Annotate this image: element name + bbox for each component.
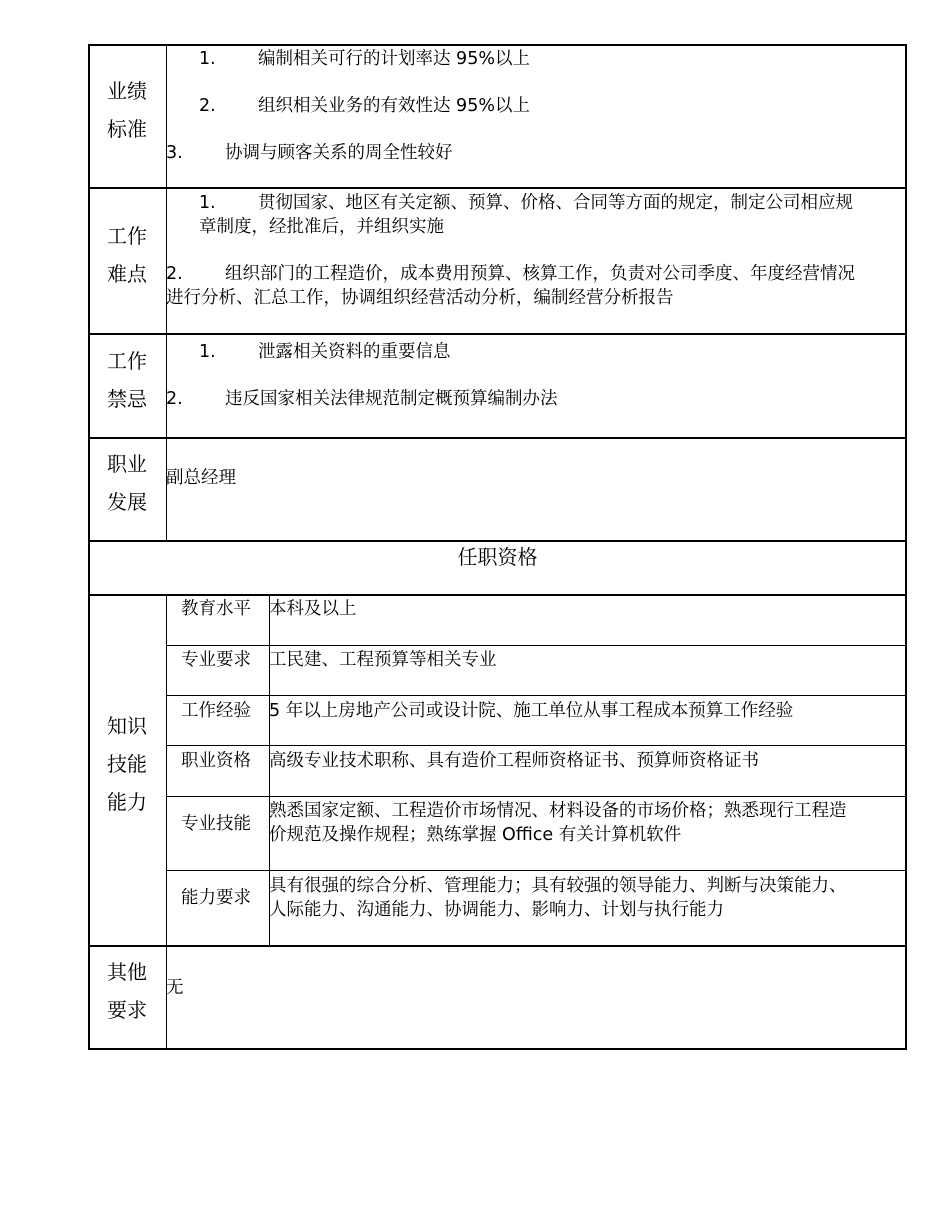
requirement-value: 工民建、工程预算等相关专业 [269, 650, 497, 670]
requirement-value: 熟悉国家定额、工程造价市场情况、材料设备的市场价格；熟悉现行工程造 [269, 801, 847, 821]
list-item-text: 泄露相关资料的重要信息 [258, 342, 451, 362]
row-divider [166, 796, 907, 797]
list-item-text: 进行分析、汇总工作，协调组织经营活动分析，编制经营分析报告 [166, 288, 674, 308]
qualification-header: 任职资格 [457, 545, 538, 569]
row-divider [88, 187, 907, 189]
list-item-text: 章制度，经批准后，并组织实施 [199, 217, 444, 237]
row-divider [88, 594, 907, 596]
list-item-text: 贯彻国家、地区有关定额、预算、价格、合同等方面的规定，制定公司相应规 [258, 193, 853, 213]
section-label-taboo: 工作 禁忌 [107, 349, 147, 411]
requirement-value: 5 年以上房地产公司或设计院、施工单位从事工程成本预算工作经验 [269, 701, 794, 721]
list-number: 3. [166, 143, 183, 163]
list-item-text: 组织部门的工程造价，成本费用预算、核算工作，负责对公司季度、年度经营情况 [225, 264, 855, 284]
row-divider [166, 695, 907, 696]
list-item-text: 组织相关业务的有效性达 95%以上 [258, 96, 530, 116]
requirement-value: 具有很强的综合分析、管理能力；具有较强的领导能力、判断与决策能力、 [269, 876, 847, 896]
row-divider [88, 333, 907, 335]
list-number: 1. [199, 49, 216, 69]
requirement-value: 高级专业技术职称、具有造价工程师资格证书、预算师资格证书 [269, 751, 759, 771]
row-divider [166, 645, 907, 646]
career-path-value: 副总经理 [166, 468, 236, 488]
requirement-key-skills: 专业技能 [181, 814, 251, 834]
section-label-knowledge: 知识 技能 能力 [107, 714, 147, 814]
table-border-bottom [88, 1048, 907, 1050]
list-item-text: 违反国家相关法律规范制定概预算编制办法 [225, 389, 558, 409]
list-item-text: 协调与顾客关系的周全性较好 [225, 143, 453, 163]
section-label-other: 其他 要求 [107, 960, 147, 1022]
requirement-key-certification: 职业资格 [181, 751, 251, 771]
requirement-value: 价规范及操作规程；熟练掌握 Office 有关计算机软件 [269, 825, 682, 845]
list-number: 1. [199, 342, 216, 362]
list-number: 1. [199, 193, 216, 213]
list-number: 2. [166, 389, 183, 409]
list-item-text: 编制相关可行的计划率达 95%以上 [258, 49, 530, 69]
table-border-top [88, 44, 907, 46]
other-requirements-value: 无 [166, 978, 184, 998]
requirement-key-experience: 工作经验 [181, 701, 251, 721]
requirement-key-education: 教育水平 [181, 599, 251, 619]
requirement-key-abilities: 能力要求 [181, 888, 251, 908]
row-divider [166, 870, 907, 871]
row-divider [88, 945, 907, 947]
row-divider [88, 437, 907, 439]
section-label-difficulty: 工作 难点 [107, 224, 147, 286]
requirement-value: 人际能力、沟通能力、协调能力、影响力、计划与执行能力 [269, 900, 724, 920]
section-label-performance: 业绩 标准 [107, 79, 147, 141]
row-divider [166, 745, 907, 746]
section-label-career: 职业 发展 [107, 452, 147, 514]
list-number: 2. [166, 264, 183, 284]
requirement-key-major: 专业要求 [181, 650, 251, 670]
requirement-value: 本科及以上 [269, 599, 357, 619]
list-number: 2. [199, 96, 216, 116]
